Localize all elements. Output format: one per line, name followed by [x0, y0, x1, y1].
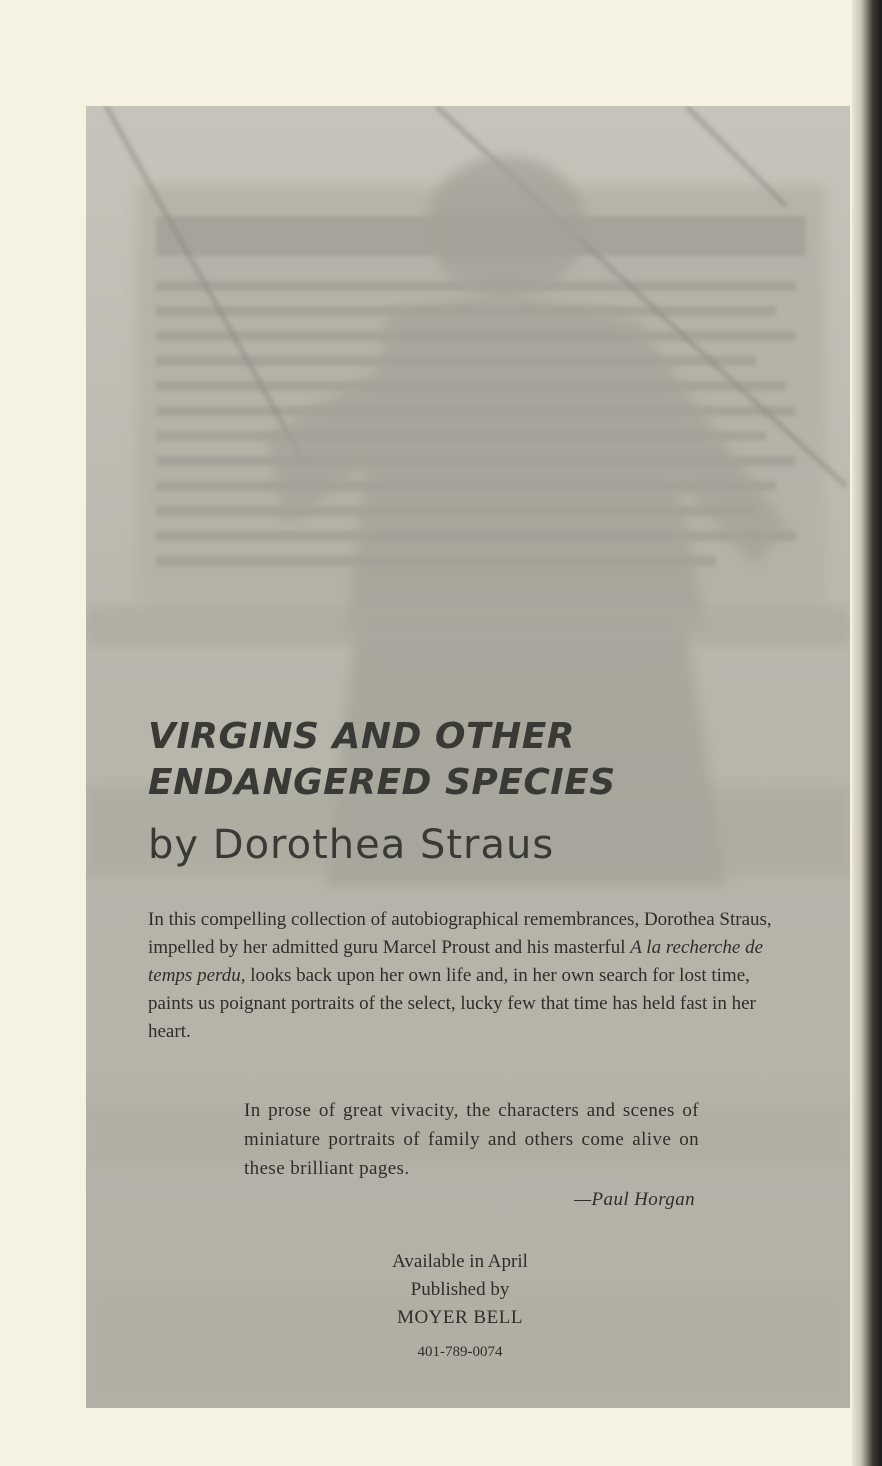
quote-attribution: —Paul Horgan	[574, 1189, 695, 1210]
publication-info	[360, 1248, 560, 1366]
blurb-text-2: looks back upon her own life and, in her own search for lost time, paints us poignant portraits of the select, lucky few that time has held fast in her heart.	[148, 965, 756, 1042]
blurb-text-1: In this compelling collection of autobiographical remembrances, Dorothea Straus, impelled by her admitted guru Marcel Proust and his masterful	[148, 909, 772, 958]
published-by-label: Published by	[410, 1279, 510, 1300]
author-byline: by Dorothea Straus	[148, 822, 555, 868]
review-quote	[244, 1096, 699, 1214]
title-line-2: ENDANGERED SPECIES	[148, 762, 616, 803]
publisher-name: MOYER BELL	[397, 1307, 523, 1328]
publisher-phone: 401-789-0074	[417, 1344, 503, 1360]
book-description	[148, 906, 788, 1046]
availability: Available in April	[392, 1251, 528, 1272]
title-line-1: VIRGINS AND OTHER	[148, 716, 576, 757]
blurb-italic-title: A la recherche de temps perdu,	[148, 937, 764, 986]
quote-text: In prose of great vivacity, the characters and scenes of miniature portraits of family and others come alive on these brilliant pages.	[244, 1100, 699, 1179]
book-title	[148, 714, 616, 806]
